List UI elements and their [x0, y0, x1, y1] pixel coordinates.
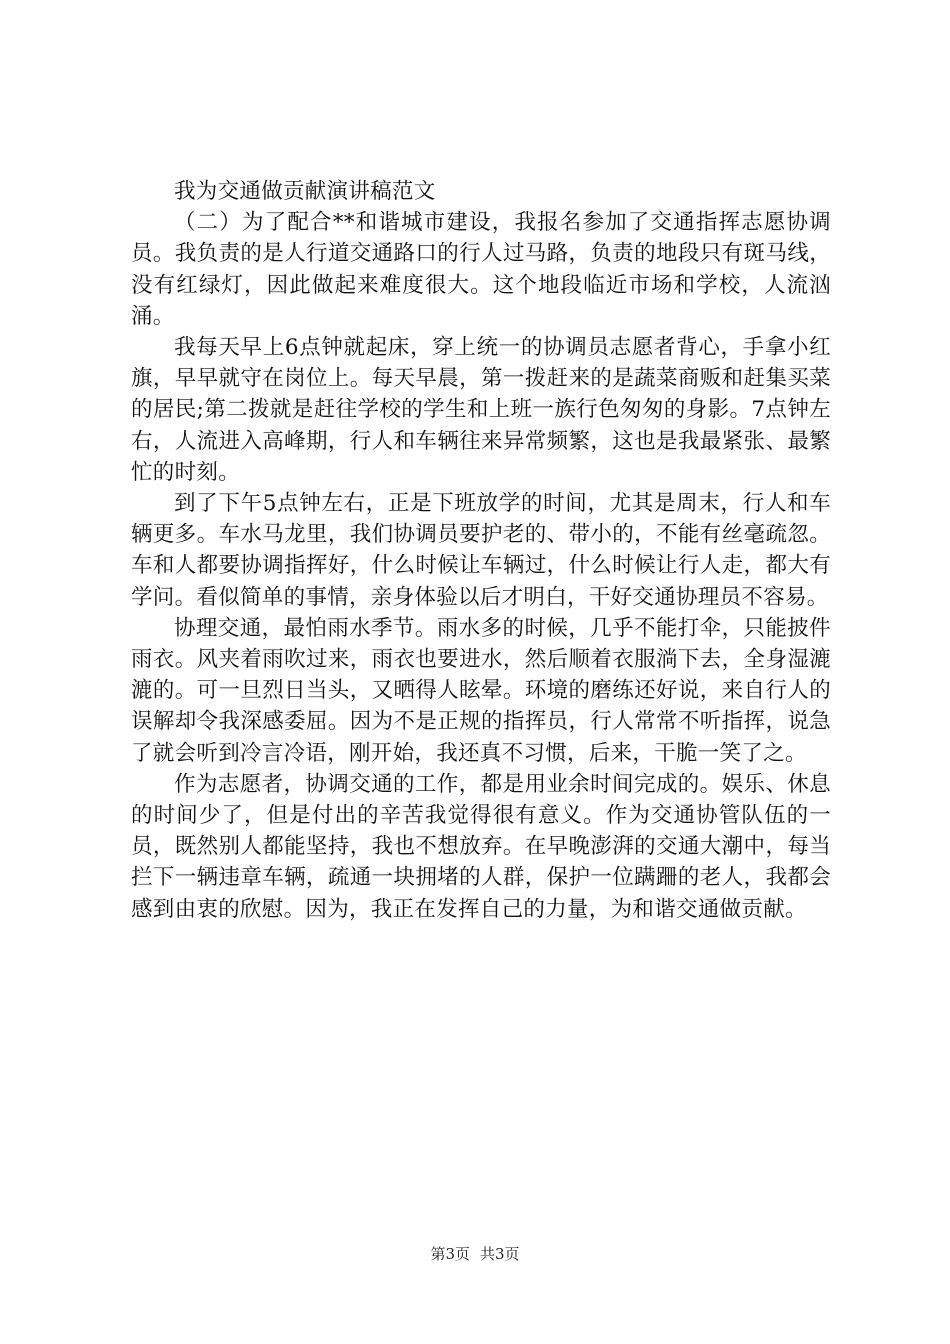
page-total: 共3页	[480, 1245, 520, 1263]
document-title: 我为交通做贡献演讲稿范文	[174, 179, 436, 204]
page-number: 第3页	[430, 1245, 470, 1263]
page-footer	[0, 1244, 950, 1264]
paragraph: 协理交通，最怕雨水季节。雨水多的时候，几乎不能打伞，只能披件雨衣。风夹着雨吹过来，雨衣也要进水，然后顺着衣服淌下去，全身湿漉漉的。可一旦烈日当头，又晒得人眩晕。环境的磨练还好说，来自行人的误解却令我深感委屈。因为不是正规的指挥员，行人常常不听指挥，说急了就会听到冷言冷语，刚开始，我还真不习惯，后来，干脆一笑了之。	[131, 615, 831, 766]
document-body	[131, 176, 831, 925]
paragraph: （二）为了配合**和谐城市建设，我报名参加了交通指挥志愿协调员。我负责的是人行道交通路口的行人过马路，负责的地段只有斑马线，没有红绿灯，因此做起来难度很大。这个地段临近市场和学校，人流汹涌。	[131, 210, 831, 329]
paragraph: 作为志愿者，协调交通的工作，都是用业余时间完成的。娱乐、休息的时间少了，但是付出的辛苦我觉得很有意义。作为交通协管队伍的一员，既然别人都能坚持，我也不想放弃。在早晚澎湃的交通大潮中，每当拦下一辆违章车辆，疏通一块拥堵的人群，保护一位蹒跚的老人，我都会感到由衷的欣慰。因为，我正在发挥自己的力量，为和谐交通做贡献。	[131, 771, 831, 922]
paragraph: 到了下午5点钟左右，正是下班放学的时间，尤其是周末，行人和车辆更多。车水马龙里，我们协调员要护老的、带小的，不能有丝毫疏忽。车和人都要协调指挥好，什么时候让车辆过，什么时候让行人走，都大有学问。看似简单的事情，亲身体验以后才明白，干好交通协理员不容易。	[131, 491, 831, 610]
paragraph: 我每天早上6点钟就起床，穿上统一的协调员志愿者背心，手拿小红旗，早早就守在岗位上。每天早晨，第一拨赶来的是蔬菜商贩和赶集买菜的居民;第二拨就是赶往学校的学生和上班一族行色匆匆的身影。7点钟左右，人流进入高峰期，行人和车辆往来异常频繁，这也是我最紧张、最繁忙的时刻。	[131, 335, 831, 485]
